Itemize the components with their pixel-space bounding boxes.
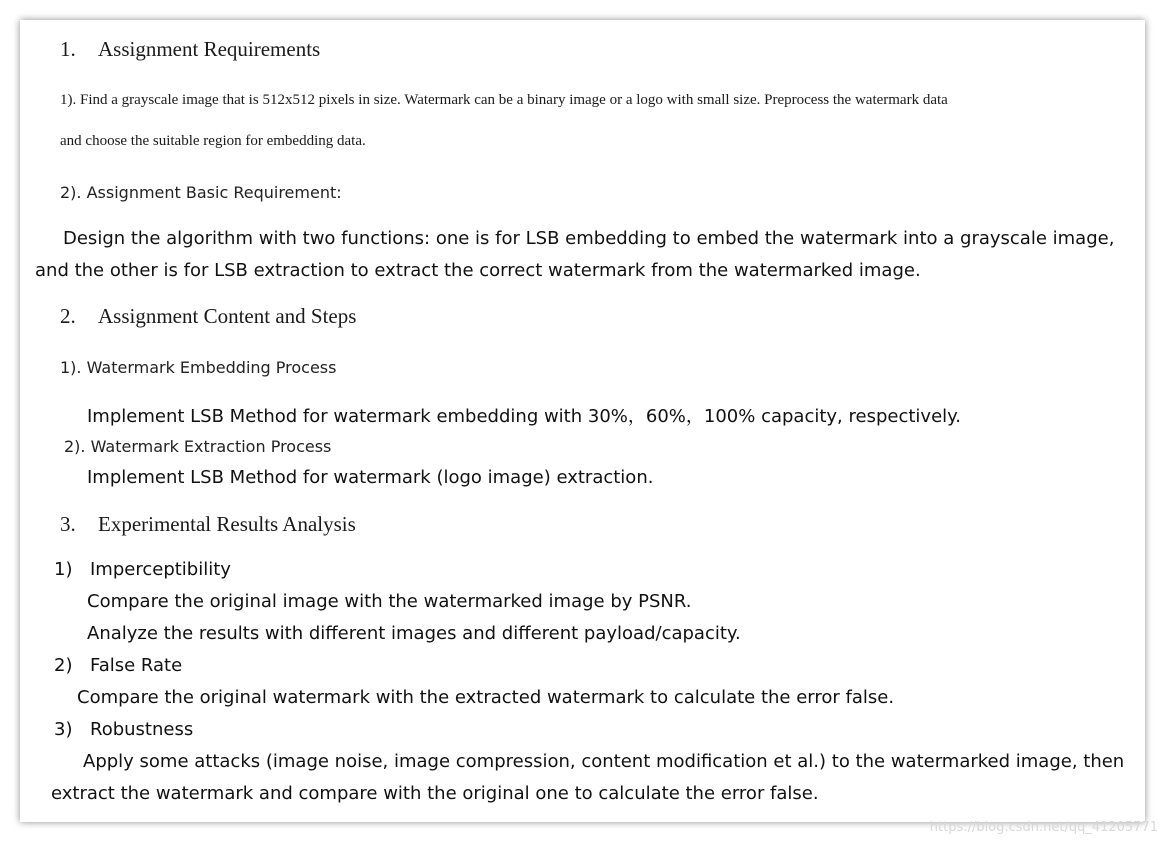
section-2-title: Assignment Content and Steps: [98, 304, 357, 328]
section-3-item-2-number: 2): [54, 655, 73, 676]
section-1-item-1-line-2: and choose the suitable region for embedding data.: [60, 133, 366, 149]
section-1-item-2-line-1: Design the algorithm with two functions: one is for LSB embedding to embed the watermark into a grayscale image,: [63, 228, 1115, 249]
section-3-item-1-heading: [54, 559, 231, 580]
section-3-number: 3.: [60, 512, 76, 536]
section-3-title: Experimental Results Analysis: [98, 512, 356, 536]
section-3-item-1-title: Imperceptibility: [90, 559, 231, 580]
section-1-item-1-line-1: 1). Find a grayscale image that is 512x512 pixels in size. Watermark can be a binary image or a logo with small size. Preprocess the watermark data: [60, 92, 948, 108]
section-1-title: Assignment Requirements: [98, 37, 321, 61]
section-3-item-1-line-1: Compare the original image with the watermarked image by PSNR.: [87, 591, 692, 612]
section-3-item-3-title: Robustness: [90, 719, 194, 740]
section-3-item-3-line-1: Apply some attacks (image noise, image compression, content modification et al.) to the watermarked image, then: [83, 751, 1125, 772]
section-2-heading: [60, 304, 356, 329]
section-2-item-2-title: 2). Watermark Extraction Process: [64, 437, 332, 456]
document-page: [20, 20, 1145, 822]
section-3-item-2-heading: [54, 655, 182, 676]
section-1-heading: [60, 37, 320, 62]
section-3-heading: [60, 512, 356, 537]
section-2-item-2-text: Implement LSB Method for watermark (logo image) extraction.: [87, 467, 654, 488]
section-3-item-3-heading: [54, 719, 193, 740]
section-2-number: 2.: [60, 304, 76, 328]
section-3-item-1-line-2: Analyze the results with different images and different payload/capacity.: [87, 623, 741, 644]
section-3-item-3-number: 3): [54, 719, 73, 740]
section-3-item-3-line-2: extract the watermark and compare with the original one to calculate the error false.: [51, 783, 819, 804]
section-1-number: 1.: [60, 37, 76, 61]
section-3-item-1-number: 1): [54, 559, 73, 580]
source-watermark: https://blog.csdn.net/qq_41205771: [929, 820, 1158, 835]
section-1-item-2-title: 2). Assignment Basic Requirement:: [60, 183, 342, 202]
section-1-item-2-line-2: and the other is for LSB extraction to extract the correct watermark from the watermarked image.: [35, 260, 921, 281]
section-2-item-1-text: Implement LSB Method for watermark embedding with 30%，60%，100% capacity, respectively.: [87, 406, 961, 427]
section-2-item-1-title: 1). Watermark Embedding Process: [60, 358, 337, 377]
section-3-item-2-title: False Rate: [90, 655, 183, 676]
section-3-item-2-line-1: Compare the original watermark with the extracted watermark to calculate the error false.: [77, 687, 895, 708]
